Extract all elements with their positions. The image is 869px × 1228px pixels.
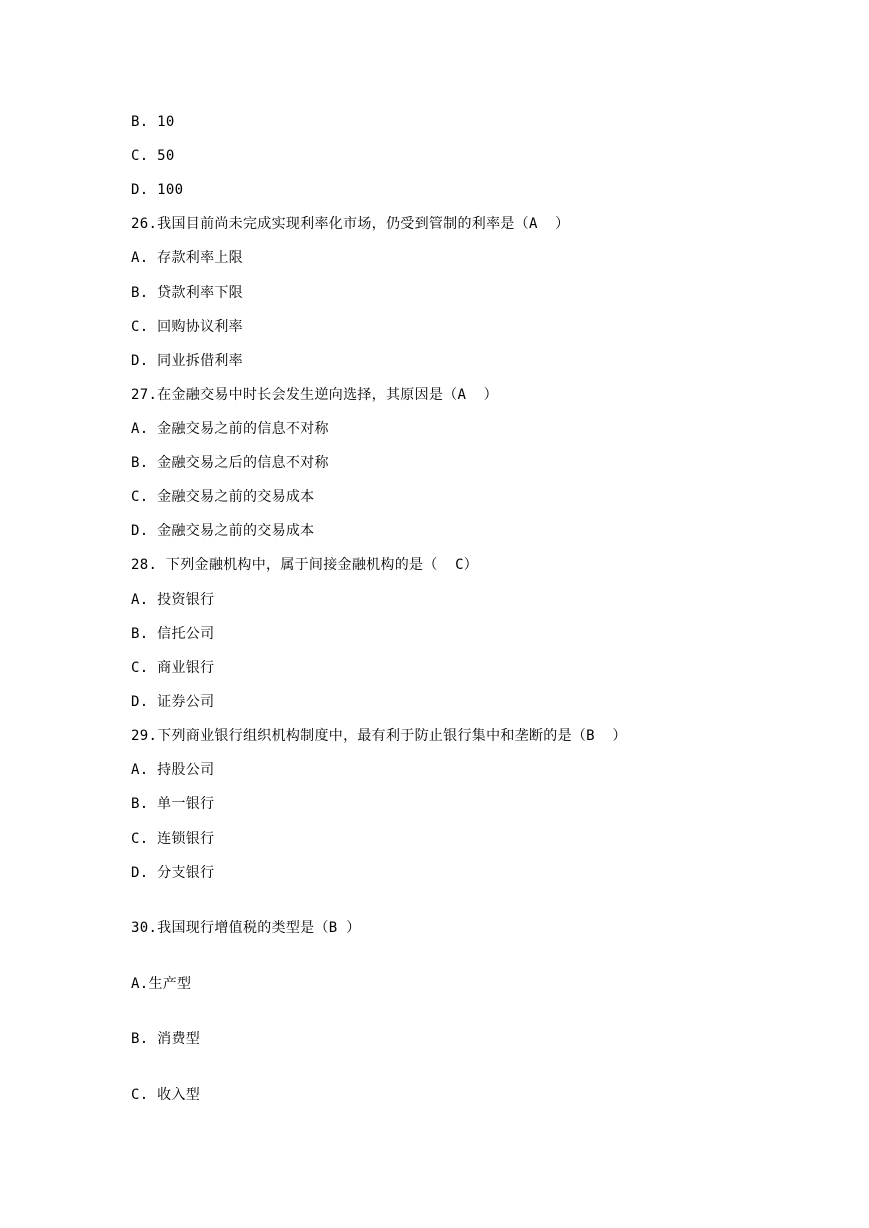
option-line: C. 商业银行 <box>131 660 215 676</box>
question-27: 27.在金融交易中时长会发生逆向选择，其原因是（A ） <box>131 387 498 403</box>
option-line: B. 10 <box>131 114 175 130</box>
option-line: A. 投资银行 <box>131 592 215 608</box>
question-29: 29.下列商业银行组织机构制度中，最有利于防止银行集中和垄断的是（B ） <box>131 728 627 744</box>
option-line: D. 分支银行 <box>131 865 215 881</box>
option-line: C. 连锁银行 <box>131 831 215 847</box>
option-line: D. 同业拆借利率 <box>131 353 243 369</box>
option-line: A. 存款利率上限 <box>131 250 243 266</box>
option-line: C. 50 <box>131 148 175 164</box>
option-line: A. 金融交易之前的信息不对称 <box>131 421 329 437</box>
option-line: D. 100 <box>131 182 184 198</box>
question-30: 30.我国现行增值税的类型是（B ） <box>131 920 361 936</box>
option-line: B. 单一银行 <box>131 796 215 812</box>
option-line: B. 消费型 <box>131 1031 201 1047</box>
option-line: A. 持股公司 <box>131 762 215 778</box>
option-line: B. 金融交易之后的信息不对称 <box>131 455 329 471</box>
option-line: C. 回购协议利率 <box>131 319 243 335</box>
option-line: B. 信托公司 <box>131 626 215 642</box>
option-line: A.生产型 <box>131 976 192 992</box>
question-28: 28. 下列金融机构中，属于间接金融机构的是（ C） <box>131 557 479 573</box>
question-26: 26.我国目前尚未完成实现利率化市场，仍受到管制的利率是（A ） <box>131 216 570 232</box>
option-line: D. 金融交易之前的交易成本 <box>131 523 315 539</box>
option-line: C. 收入型 <box>131 1087 201 1103</box>
option-line: C. 金融交易之前的交易成本 <box>131 489 315 505</box>
option-line: D. 证券公司 <box>131 694 215 710</box>
option-line: B. 贷款利率下限 <box>131 285 243 301</box>
